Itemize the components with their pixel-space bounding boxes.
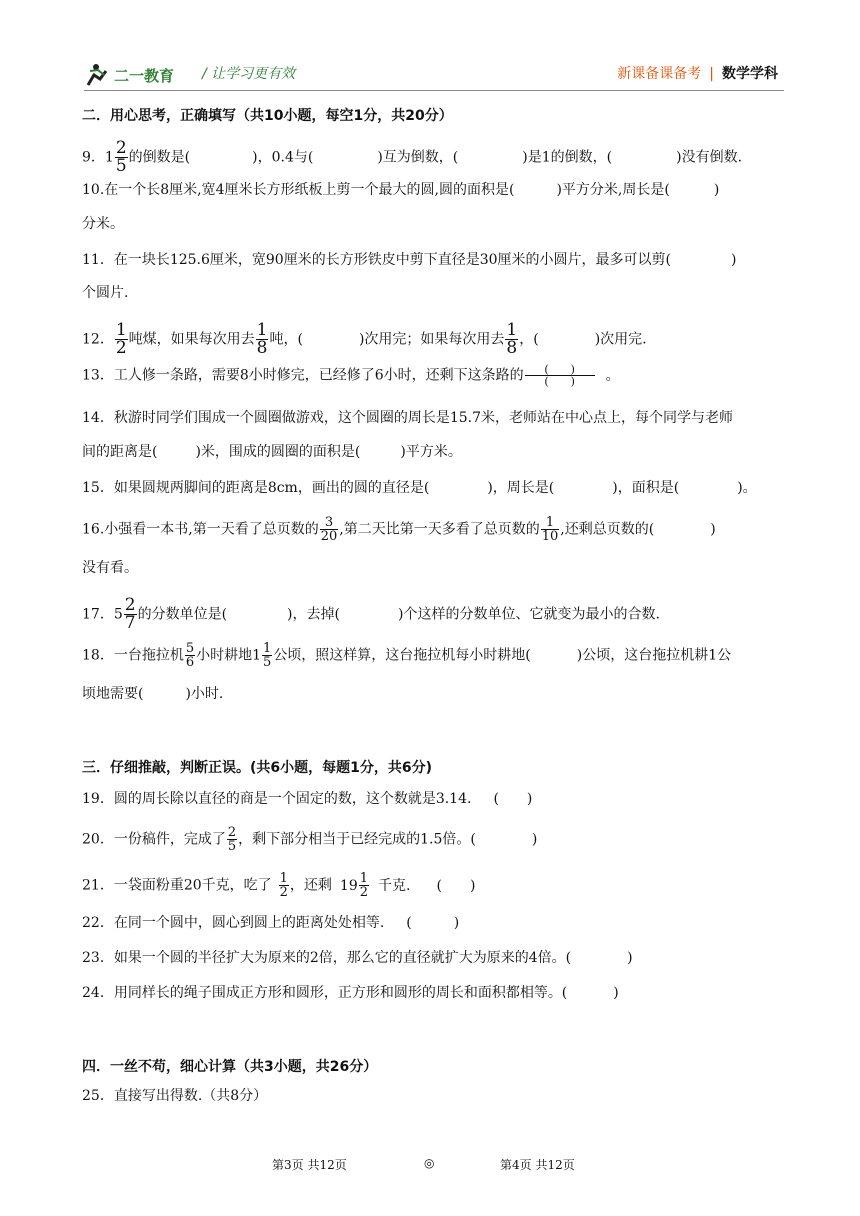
question-17: 17．5 $\frac{2}{7}$ 的分数单位是( )，去掉( )个这样的分数单位、它就变为最小的合数. [82, 595, 660, 633]
question-18: 18．一台拖拉机 $\frac{5}{6}$ 小时耕地1 $\frac{1}{5}$ 公顷，照这样算，这台拖拉机每小时耕地( )公顷，这台拖拉机耕1公 [82, 641, 732, 670]
question-16: 16.小强看一本书,第一天看了总页数的 $\frac{3}{20}$ ,第二天比第一天多看了总页数的 $\frac{1}{10}$ ,还剩总页数的( ) [82, 515, 716, 544]
question-24: 24．用同样长的绳子围成正方形和圆形，正方形和圆形的周长和面积都相等。( ) [82, 985, 619, 1001]
question-14-cont: 间的距离是( )米，围成的圆圈的面积是( )平方米。 [82, 444, 462, 460]
fraction: $\frac{2}{5}$ [115, 138, 127, 176]
question-15: 15．如果圆规两脚间的距离是8cm，画出的圆的直径是( )，周长是( )，面积是( )。 [82, 480, 757, 496]
page-header [84, 55, 784, 91]
header-divider [84, 90, 784, 91]
slogan: / 让学习更有效 [202, 66, 296, 82]
footer-right: 第4页 共12页 [500, 1158, 575, 1172]
question-10-cont: 分米。 [82, 216, 124, 232]
brand-text: 新课备课备考 [617, 66, 702, 82]
question-20: 20．一份稿件，完成了 $\frac{2}{5}$ ，剩下部分相当于已经完成的1.5倍。( ) [82, 825, 538, 854]
question-13: 13．工人修一条路，需要8小时修完，已经修了6小时，还剩下这条路的 $\frac{( )}{( )}$ 。 [82, 363, 620, 388]
question-10: 10.在一个长8厘米,宽4厘米长方形纸板上剪一个最大的圆,圆的面积是( )平方分米,周长是( ) [82, 182, 720, 198]
header-right [617, 63, 778, 83]
question-11: 11．在一块长125.6厘米，宽90厘米的长方形铁皮中剪下直径是30厘米的小圆片，最多可以剪( ) [82, 252, 737, 268]
header-separator: | [709, 66, 714, 82]
footer-left: 第3页 共12页 [272, 1158, 347, 1172]
subject-text: 数学学科 [722, 66, 778, 82]
question-19: 19．圆的周长除以直径的商是一个固定的数，这个数就是3.14. ( ) [82, 791, 533, 807]
section-4-heading: 四．一丝不苟，细心计算（共3小题，共26分） [82, 1059, 378, 1075]
section-3-heading: 三．仔细推敲，判断正误。(共6小题，每题1分，共6分) [82, 760, 433, 776]
question-14: 14．秋游时同学们围成一个圆圈做游戏，这个圆圈的周长是15.7米，老师站在中心点上，每个同学与老师 [82, 410, 733, 426]
question-18-cont: 顷地需要( )小时. [82, 686, 224, 702]
question-11-cont: 个圆片. [82, 285, 129, 301]
question-22: 22．在同一个圆中，圆心到圆上的距离处处相等. ( ) [82, 915, 460, 931]
footer-mark: ◎ [424, 1156, 435, 1170]
question-9: 9．1 $\frac{2}{5}$ 的倒数是( )，0.4与( )互为倒数，( )是1的倒数，( )没有倒数. [82, 138, 743, 176]
question-23: 23．如果一个圆的半径扩大为原来的2倍，那么它的直径就扩大为原来的4倍。( ) [82, 950, 633, 966]
question-25: 25．直接写出得数.（共8分） [82, 1088, 268, 1104]
question-12: 12． $\frac{1}{2}$ 吨煤，如果每次用去 $\frac{1}{8}$ 吨，( )次用完；如果每次用去 $\frac{1}{8}$ ，( )次用完. [82, 320, 647, 358]
section-2-heading: 二．用心思考，正确填写（共10小题，每空1分，共20分） [82, 108, 453, 124]
logo-text: 二一教育 [114, 67, 175, 85]
logo-icon [84, 59, 194, 89]
question-16-cont: 没有看。 [82, 560, 138, 576]
question-21: 21．一袋面粉重20千克，吃了 $\frac{1}{2}$ ，还剩 19 $\frac{1}{2}$ 千克. ( ) [82, 871, 476, 900]
